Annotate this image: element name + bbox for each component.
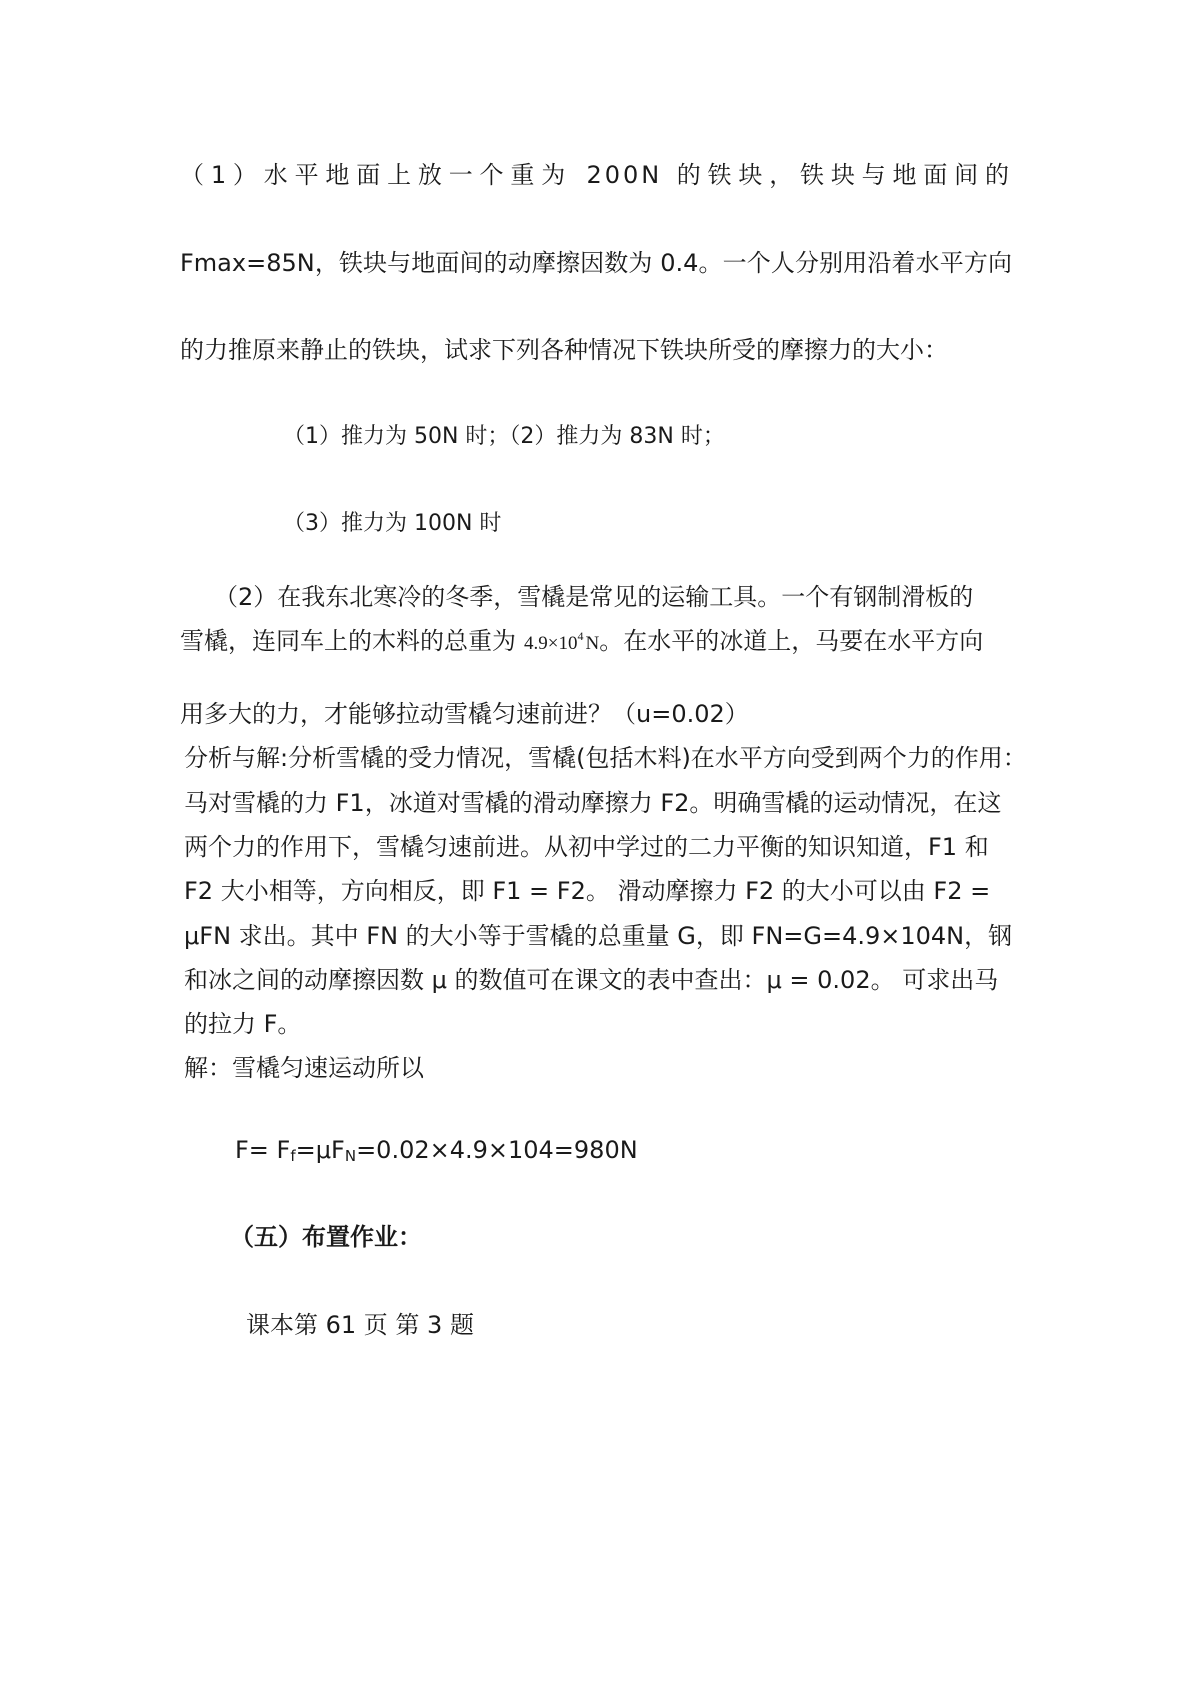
problem1-line2: Fmax=85N，铁块与地面间的动摩擦因数为 0.4。一个人分别用沿着水平方向 — [180, 249, 1012, 277]
formula-part3: =0.02×4.9×104=980N — [356, 1136, 638, 1164]
analysis-line: μFN 求出。其中 FN 的大小等于雪橇的总重量 G，即 FN=G=4.9×104N，钢 — [184, 922, 1013, 950]
problem1-case-3: （3）推力为 100N 时 — [283, 511, 502, 536]
solution-label: 解：雪橇匀速运动所以 — [184, 1054, 424, 1082]
analysis-line: F2 大小相等，方向相反，即 F1 = F2。 滑动摩擦力 F2 的大小可以由 F2 = — [184, 877, 991, 905]
homework-task: 课本第 61 页 第 3 题 — [246, 1311, 474, 1339]
problem2-line2 — [180, 626, 983, 660]
homework-heading: （五）布置作业： — [230, 1223, 422, 1251]
friction-subscript: f — [290, 1147, 296, 1165]
weight-formula — [516, 629, 600, 654]
problem2-line2-suffix: 。在水平的冰道上，马要在水平方向 — [599, 627, 984, 655]
formula-part2: =μF — [295, 1136, 345, 1164]
problem2-line2-prefix: 雪橇，连同车上的木料的总重为 — [180, 627, 516, 655]
solution-formula — [235, 1135, 638, 1168]
problem2-line1: （2）在我东北寒冷的冬季，雪橇是常见的运输工具。一个有钢制滑板的 — [214, 583, 974, 611]
problem2-line3: 用多大的力，才能够拉动雪橇匀速前进？（u=0.02） — [180, 700, 749, 728]
normal-subscript: N — [344, 1147, 357, 1165]
problem1-line1: （1）水平地面上放一个重为 200N 的铁块，铁块与地面间的 — [180, 161, 1012, 189]
analysis-line: 的拉力 F。 — [184, 1010, 302, 1038]
analysis-line: 马对雪橇的力 F1，冰道对雪橇的滑动摩擦力 F2。明确雪橇的运动情况，在这 — [184, 789, 1002, 817]
weight-base: 4.9×10 — [524, 633, 578, 654]
formula-part1: F= F — [235, 1136, 291, 1164]
problem1-line3: 的力推原来静止的铁块，试求下列各种情况下铁块所受的摩擦力的大小： — [180, 336, 948, 364]
weight-unit: N — [585, 633, 600, 654]
weight-exponent: 4 — [577, 629, 584, 643]
analysis-line: 和冰之间的动摩擦因数 μ 的数值可在课文的表中查出：μ = 0.02。 可求出马 — [184, 966, 999, 994]
analysis-line: 分析与解:分析雪橇的受力情况，雪橇(包括木料)在水平方向受到两个力的作用： — [184, 744, 1027, 772]
analysis-line: 两个力的作用下，雪橇匀速前进。从初中学过的二力平衡的知识知道，F1 和 — [184, 833, 989, 861]
problem1-cases-1-2: （1）推力为 50N 时；（2）推力为 83N 时； — [283, 424, 725, 449]
